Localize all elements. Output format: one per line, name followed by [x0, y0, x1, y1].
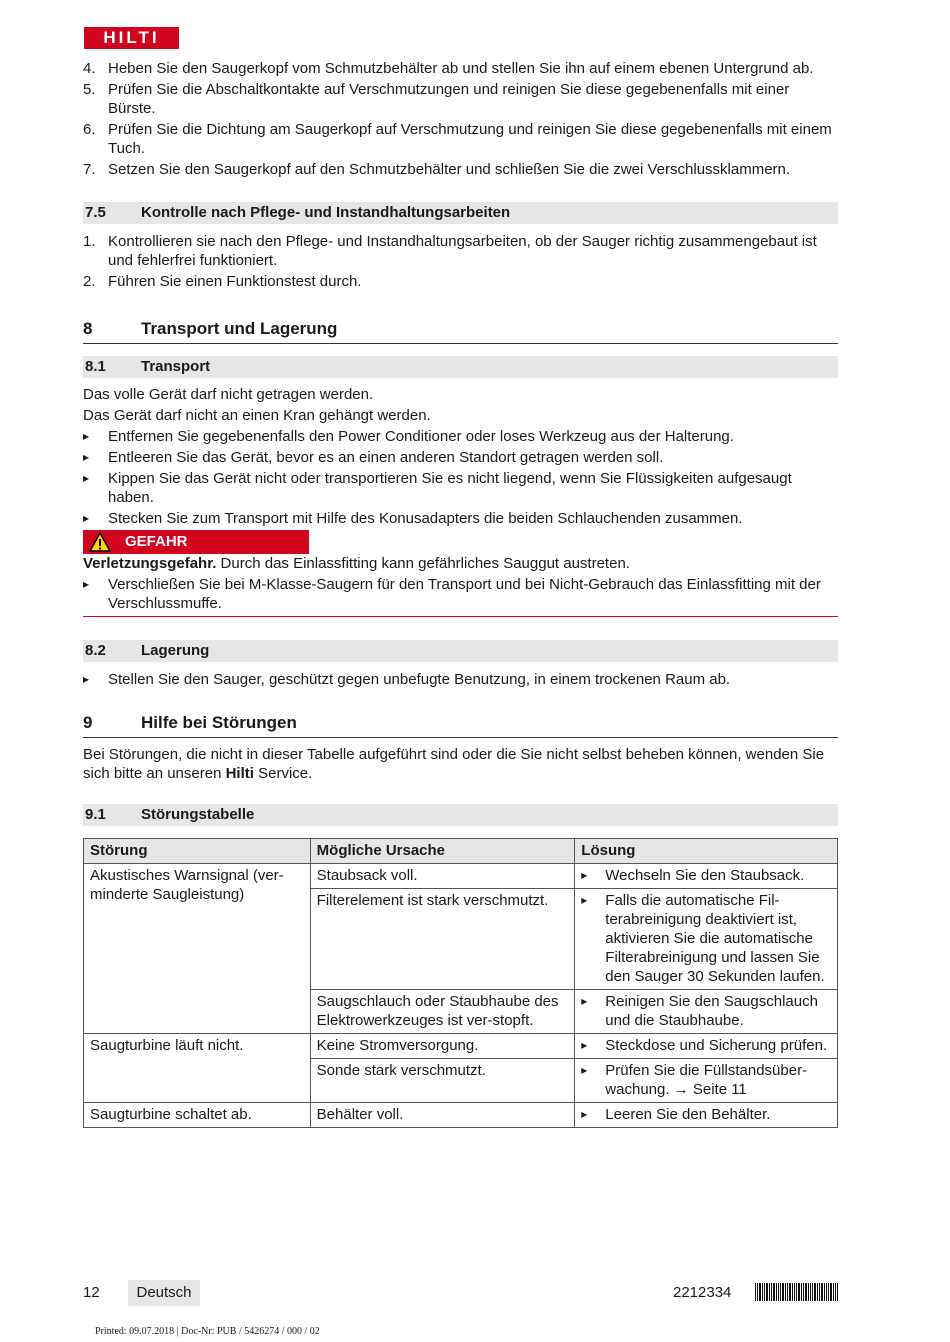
language-label: Deutsch [128, 1280, 200, 1306]
storage-bullet-list [83, 670, 838, 689]
page-footer [83, 1280, 838, 1306]
list-item: 1. Kontrollieren sie nach den Pflege- und Instandhaltungsarbeiten, ob der Sauger richtig zusammengebaut ist und fehlerfrei funktioniert. [83, 233, 817, 269]
table-row [84, 1103, 838, 1128]
section-heading-8-1: 8.1 Transport [83, 356, 838, 378]
cause-cell: Saugschlauch oder Staubhaube des Elektrowerkzeuges ist ver-stopft. [310, 990, 575, 1034]
table-row [84, 864, 838, 889]
fault-cell: Akustisches Warnsignal (ver-minderte Saugleistung) [84, 864, 311, 1034]
danger-text: Verletzungsgefahr. Durch das Einlassfitting kann gefährliches Sauggut austreten. [83, 555, 630, 572]
list-item: 2. Führen Sie einen Funktionstest durch. [83, 273, 362, 290]
cause-cell: Sonde stark verschmutzt. [310, 1059, 575, 1103]
chapter-heading-9: 9 Hilfe bei Störungen [83, 711, 838, 738]
column-header: Störung [84, 839, 311, 864]
page-number: 12 [83, 1284, 100, 1301]
list-item: 4. Heben Sie den Saugerkopf vom Schmutzbehälter ab und stellen Sie ihn auf einem ebenen Untergrund ab. [83, 60, 814, 77]
hilti-logo: HILTI [84, 27, 179, 49]
list-item: ▸ Stellen Sie den Sauger, geschützt gegen unbefugte Benutzung, in einem trockenen Raum ab. [83, 670, 838, 689]
section-heading-7-5: 7.5 Kontrolle nach Pflege- und Instandhaltungsarbeiten [83, 202, 838, 224]
transport-bullet-list [83, 427, 838, 528]
table-row [84, 1034, 838, 1059]
fix-cell: ▸ Reinigen Sie den Saugschlauch und die Staubhaube. [575, 990, 838, 1034]
page-content [83, 59, 838, 1128]
danger-label: GEFAHR [83, 530, 309, 554]
list-item: ▸ Entfernen Sie gegebenenfalls den Power Conditioner oder loses Werkzeug aus der Halterung. [83, 427, 838, 446]
fix-cell: ▸ Falls die automatische Fil-terabreinigung deaktiviert ist, aktivieren Sie die automatische Filterabreinigung und lassen Sie den Sauger 30 Sekunden laufen. [575, 889, 838, 990]
fix-cell: ▸ Steckdose und Sicherung prüfen. [575, 1034, 838, 1059]
paragraph: Bei Störungen, die nicht in dieser Tabelle aufgeführt sind oder die Sie nicht selbst beheben können, wenden Sie sich bitte an unseren Hilti Service. [83, 746, 825, 782]
fix-cell: ▸ Wechseln Sie den Staubsack. [575, 864, 838, 889]
steps-7-5-list [83, 232, 838, 291]
cause-cell: Filterelement ist stark verschmutzt. [310, 889, 575, 990]
fault-cell: Saugturbine läuft nicht. [84, 1034, 311, 1103]
cause-cell: Keine Stromversorgung. [310, 1034, 575, 1059]
cause-cell: Behälter voll. [310, 1103, 575, 1128]
column-header: Mögliche Ursache [310, 839, 575, 864]
list-item: ▸ Entleeren Sie das Gerät, bevor es an einen anderen Standort getragen werden soll. [83, 448, 838, 467]
fix-cell: ▸ Leeren Sie den Behälter. [575, 1103, 838, 1128]
list-item: ▸ Verschließen Sie bei M-Klasse-Saugern für den Transport und bei Nicht-Gebrauch das Einlassfitting mit der Verschlussmuffe. [83, 575, 838, 613]
list-item: 5. Prüfen Sie die Abschaltkontakte auf Verschmutzungen und reinigen Sie diese gegebenenfalls mit einer Bürste. [83, 81, 790, 117]
chapter-heading-8: 8 Transport und Lagerung [83, 317, 838, 344]
table-header-row [84, 839, 838, 864]
steps-top-list [83, 59, 838, 179]
cause-cell: Staubsack voll. [310, 864, 575, 889]
section-heading-9-1: 9.1 Störungstabelle [83, 804, 838, 826]
column-header: Lösung [575, 839, 838, 864]
list-item: ▸ Stecken Sie zum Transport mit Hilfe des Konusadapters die beiden Schlauchenden zusammen. [83, 509, 838, 528]
fault-cell: Saugturbine schaltet ab. [84, 1103, 311, 1128]
paragraph: Das volle Gerät darf nicht getragen werden. [83, 386, 374, 403]
danger-bullet-list [83, 575, 838, 613]
list-item: 6. Prüfen Sie die Dichtung am Saugerkopf auf Verschmutzung und reinigen Sie diese gegebenenfalls mit einem Tuch. [83, 121, 832, 157]
print-info: Printed: 09.07.2018 | Doc-Nr: PUB / 5426274 / 000 / 02 [95, 1326, 320, 1337]
fault-table [83, 838, 838, 1128]
barcode-icon [755, 1283, 838, 1301]
warning-icon [89, 532, 111, 552]
list-item: ▸ Kippen Sie das Gerät nicht oder transportieren Sie es nicht liegend, wenn Sie Flüssigkeiten aufgesaugt haben. [83, 469, 838, 507]
paragraph: Das Gerät darf nicht an einen Kran gehängt werden. [83, 407, 431, 424]
section-heading-8-2: 8.2 Lagerung [83, 640, 838, 662]
list-item: 7. Setzen Sie den Saugerkopf auf den Schmutzbehälter und schließen Sie die zwei Verschlussklammern. [83, 161, 791, 178]
document-number: 2212334 [673, 1284, 732, 1301]
fix-cell: ▸ Prüfen Sie die Füllstandsüber-wachung. → Seite 11 [575, 1059, 838, 1103]
